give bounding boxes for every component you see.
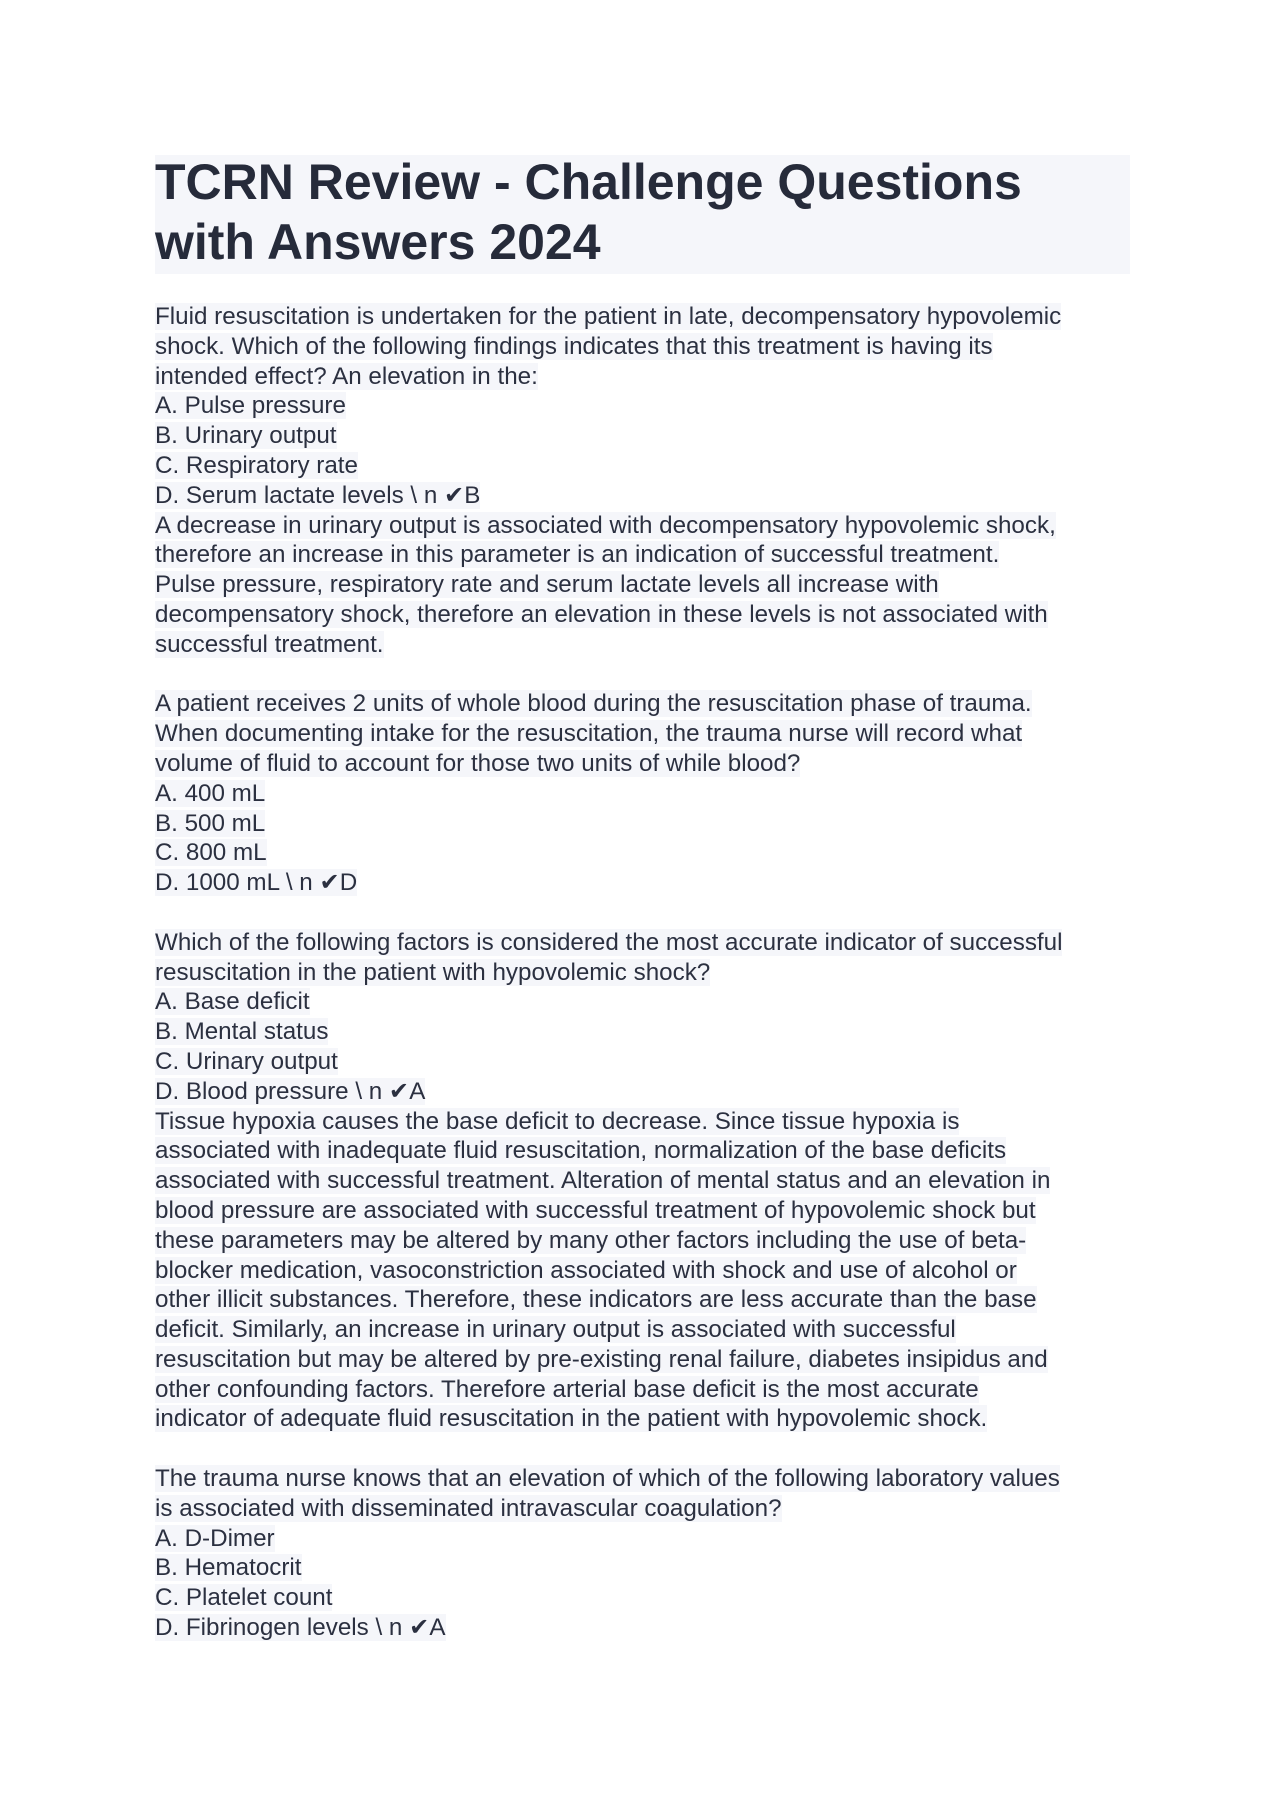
question-stem-line: [155, 332, 1135, 362]
title-line-1: TCRN Review - Challenge Questions: [155, 154, 1022, 210]
rationale-line: [155, 1285, 1135, 1315]
rationale-line: [155, 1256, 1135, 1286]
question-list: [155, 302, 1135, 1643]
rationale-line-text: these parameters may be altered by many other factors including the use of beta-: [155, 1226, 1027, 1254]
question-spacer: [155, 898, 1135, 928]
question-stem-line-text: volume of fluid to account for those two units of while blood?: [155, 749, 801, 777]
answer-option-text: D. Fibrinogen levels \ n ✔A: [155, 1614, 446, 1642]
answer-option-text: B. 500 mL: [155, 809, 266, 837]
answer-option: [155, 987, 1135, 1017]
rationale-line-text: deficit. Similarly, an increase in urinary output is associated with successful: [155, 1316, 956, 1344]
answer-option: [155, 1017, 1135, 1047]
answer-option-text: A. Base deficit: [155, 988, 310, 1016]
answer-option-text: B. Hematocrit: [155, 1554, 302, 1582]
rationale-line: [155, 600, 1135, 630]
rationale-line: [155, 570, 1135, 600]
question-block: [155, 689, 1135, 898]
question-spacer: [155, 660, 1135, 690]
rationale-line-text: indicator of adequate fluid resuscitation in the patient with hypovolemic shock.: [155, 1405, 988, 1433]
question-stem-line-text: When documenting intake for the resuscitation, the trauma nurse will record what: [155, 720, 1023, 748]
answer-option: [155, 421, 1135, 451]
answer-option-text: C. Platelet count: [155, 1584, 333, 1612]
question-block: [155, 928, 1135, 1435]
answer-option-text: B. Urinary output: [155, 422, 337, 450]
answer-option: [155, 391, 1135, 421]
question-block: [155, 302, 1135, 660]
answer-option: [155, 1583, 1135, 1613]
question-stem-line-text: resuscitation in the patient with hypovolemic shock?: [155, 958, 711, 986]
rationale-line: [155, 1107, 1135, 1137]
answer-option-text: D. Blood pressure \ n ✔A: [155, 1077, 426, 1105]
page-title: [155, 152, 1130, 272]
question-stem-line-text: The trauma nurse knows that an elevation of which of the following laboratory values: [155, 1465, 1060, 1493]
answer-option: [155, 779, 1135, 809]
answer-option: [155, 809, 1135, 839]
rationale-line: [155, 630, 1135, 660]
rationale-line: [155, 1315, 1135, 1345]
answer-option: [155, 1047, 1135, 1077]
question-stem-line-text: Which of the following factors is considered the most accurate indicator of successful: [155, 928, 1063, 956]
question-stem-line: [155, 362, 1135, 392]
answer-option-text: B. Mental status: [155, 1018, 329, 1046]
question-stem-line: [155, 719, 1135, 749]
question-stem-line: [155, 1494, 1135, 1524]
question-stem-line-text: Fluid resuscitation is undertaken for the patient in late, decompensatory hypovolemic: [155, 303, 1062, 330]
answer-option: [155, 1613, 1135, 1643]
rationale-line: [155, 1404, 1135, 1434]
rationale-line: [155, 1375, 1135, 1405]
question-stem-line-text: A patient receives 2 units of whole blood during the resuscitation phase of trauma.: [155, 690, 1032, 718]
title-line-2: with Answers 2024: [155, 214, 601, 270]
rationale-line-text: resuscitation but may be altered by pre-existing renal failure, diabetes insipidus and: [155, 1345, 1048, 1373]
rationale-line: [155, 1196, 1135, 1226]
answer-option-text: A. 400 mL: [155, 779, 266, 807]
question-stem-line-text: is associated with disseminated intravascular coagulation?: [155, 1494, 782, 1522]
rationale-line-text: A decrease in urinary output is associated with decompensatory hypovolemic shock,: [155, 511, 1056, 539]
question-stem-line: [155, 302, 1135, 332]
question-stem-line: [155, 928, 1135, 958]
question-stem-line: [155, 1464, 1135, 1494]
question-stem-line: [155, 958, 1135, 988]
answer-option-text: C. Urinary output: [155, 1047, 338, 1075]
rationale-line-text: Tissue hypoxia causes the base deficit to decrease. Since tissue hypoxia is: [155, 1107, 960, 1135]
answer-option-text: D. 1000 mL \ n ✔D: [155, 869, 358, 897]
question-stem-line-text: intended effect? An elevation in the:: [155, 362, 538, 390]
answer-option-text: A. Pulse pressure: [155, 392, 346, 420]
question-stem-line-text: shock. Which of the following findings indicates that this treatment is having its: [155, 332, 993, 360]
rationale-line-text: other illicit substances. Therefore, these indicators are less accurate than the base: [155, 1286, 1037, 1314]
rationale-line: [155, 1166, 1135, 1196]
answer-option: [155, 481, 1135, 511]
rationale-line: [155, 1136, 1135, 1166]
rationale-line-text: associated with successful treatment. Alteration of mental status and an elevation in: [155, 1167, 1051, 1195]
rationale-line-text: successful treatment.: [155, 630, 384, 658]
rationale-line: [155, 1226, 1135, 1256]
rationale-line-text: therefore an increase in this parameter is an indication of successful treatment.: [155, 541, 1000, 569]
rationale-line-text: Pulse pressure, respiratory rate and serum lactate levels all increase with: [155, 571, 939, 599]
rationale-line: [155, 511, 1135, 541]
answer-option-text: D. Serum lactate levels \ n ✔B: [155, 481, 481, 509]
rationale-line-text: blocker medication, vasoconstriction associated with shock and use of alcohol or: [155, 1256, 1017, 1284]
rationale-line-text: other confounding factors. Therefore arterial base deficit is the most accurate: [155, 1375, 979, 1403]
answer-option: [155, 868, 1135, 898]
rationale-line-text: associated with inadequate fluid resuscitation, normalization of the base deficits: [155, 1137, 1007, 1165]
answer-option: [155, 1553, 1135, 1583]
answer-option: [155, 1077, 1135, 1107]
rationale-line-text: decompensatory shock, therefore an elevation in these levels is not associated with: [155, 600, 1048, 628]
rationale-line-text: blood pressure are associated with successful treatment of hypovolemic shock but: [155, 1196, 1036, 1224]
question-spacer: [155, 1434, 1135, 1464]
answer-option-text: A. D-Dimer: [155, 1524, 275, 1552]
answer-option: [155, 451, 1135, 481]
rationale-line: [155, 1345, 1135, 1375]
question-block: [155, 1464, 1135, 1643]
answer-option-text: C. Respiratory rate: [155, 451, 358, 479]
answer-option-text: C. 800 mL: [155, 839, 267, 867]
answer-option: [155, 838, 1135, 868]
rationale-line: [155, 540, 1135, 570]
answer-option: [155, 1524, 1135, 1554]
question-stem-line: [155, 749, 1135, 779]
question-stem-line: [155, 689, 1135, 719]
